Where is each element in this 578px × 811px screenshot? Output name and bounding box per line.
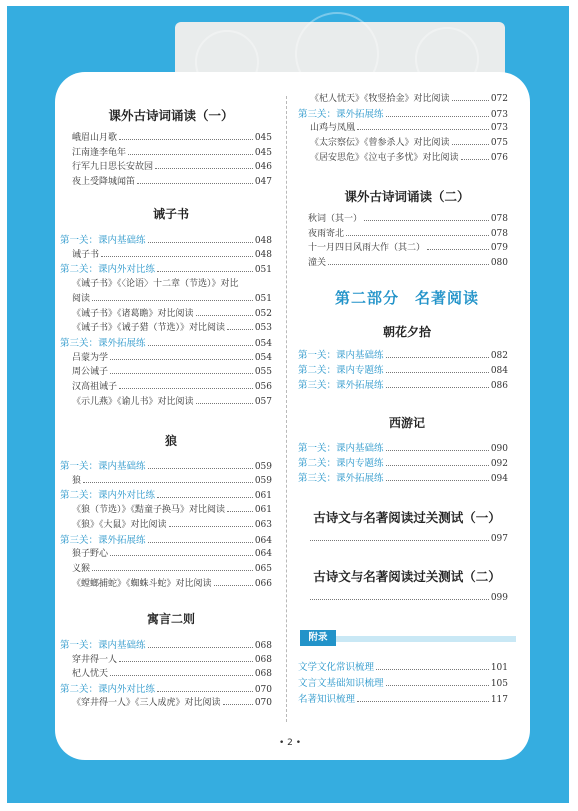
leader-dots <box>357 128 489 130</box>
toc-entry[interactable] <box>72 517 272 532</box>
toc-entry-label: 秋词（其一） <box>308 214 363 224</box>
toc-entry[interactable] <box>60 532 272 547</box>
toc-entry[interactable] <box>72 666 272 681</box>
toc-entry-page: 078 <box>490 228 508 239</box>
toc-entry[interactable] <box>72 291 272 306</box>
toc-entry-label: 第一关：课内基础练 <box>298 350 384 361</box>
toc-entry-page: 073 <box>490 123 508 134</box>
toc-entry[interactable] <box>298 691 508 706</box>
leader-dots <box>155 167 253 169</box>
leader-dots <box>119 660 253 662</box>
leader-dots <box>148 241 253 243</box>
toc-entry-page: 068 <box>254 669 272 680</box>
leader-dots <box>119 387 253 389</box>
leader-dots <box>83 481 253 483</box>
toc-entry[interactable] <box>310 135 508 150</box>
section-title: 寓言二则 <box>146 612 195 626</box>
toc-entry-page: 053 <box>254 323 272 334</box>
toc-entry-label: 第二关：课内专题练 <box>298 457 384 469</box>
toc-entry-label: 穿井得一人 <box>72 654 118 665</box>
toc-entry-label: 第二关：课内外对比练 <box>60 490 156 502</box>
leader-dots <box>386 479 489 481</box>
toc-entry-page: 063 <box>254 519 272 530</box>
toc-entry[interactable] <box>72 561 272 576</box>
toc-entry[interactable] <box>60 261 272 276</box>
toc-entry[interactable] <box>298 440 508 455</box>
toc-entry-page: 065 <box>254 563 272 574</box>
toc-entry-page: 054 <box>254 338 272 349</box>
toc-entry-page: 068 <box>254 641 272 651</box>
toc-entry[interactable] <box>308 534 508 549</box>
toc-entry-label: 第一关：课内基础练 <box>60 461 146 472</box>
toc-entry-label: 《狼（节选）》《黠童子换马》对比阅读 <box>72 505 226 516</box>
leader-dots <box>196 402 253 404</box>
leader-dots <box>196 314 253 316</box>
toc-entry-page: 094 <box>490 473 508 484</box>
toc-entry-page: 059 <box>254 475 272 486</box>
toc-entry-label: 《杞人忧天》《牧竖拾金》对比阅读 <box>310 94 450 104</box>
toc-entry-label: 《居安思危》《泣屯子多忧》对比阅读 <box>310 152 459 163</box>
toc-entry[interactable] <box>298 377 508 392</box>
leader-dots <box>310 598 489 600</box>
toc-entry[interactable] <box>60 487 272 502</box>
section-title: 西游记 <box>388 416 425 430</box>
toc-entry[interactable] <box>72 394 272 409</box>
leader-dots <box>364 219 489 221</box>
toc-entry-label: 阅读 <box>72 293 91 304</box>
toc-entry-label: 第二关：课内外对比练 <box>60 683 156 695</box>
toc-entry[interactable] <box>298 362 508 377</box>
toc-entry-page: 045 <box>254 147 272 158</box>
leader-dots <box>119 138 253 140</box>
leader-dots <box>214 584 253 586</box>
leader-dots <box>157 496 253 498</box>
column-divider <box>286 96 287 722</box>
toc-entry-label: 第三关：课外拓展练 <box>298 472 384 484</box>
toc-entry-page: 059 <box>254 462 272 472</box>
toc-entry-label: 狼子野心 <box>72 549 109 560</box>
leader-dots <box>92 569 253 571</box>
toc-entry[interactable] <box>60 458 272 473</box>
leader-dots <box>227 328 253 330</box>
leader-dots <box>157 270 253 272</box>
toc-entry[interactable] <box>72 652 272 667</box>
toc-entry-page: 068 <box>254 654 272 665</box>
toc-entry-page: 047 <box>254 177 272 188</box>
toc-entry-label: 第一关：课内基础练 <box>60 235 146 246</box>
toc-entry-page: 099 <box>490 593 508 603</box>
toc-entry[interactable] <box>72 379 272 394</box>
leader-dots <box>427 248 489 250</box>
toc-entry-label: 第三关：课外拓展练 <box>298 379 384 391</box>
toc-entry-page: 052 <box>254 308 272 319</box>
toc-entry-label: 第三关：课外拓展练 <box>60 534 146 546</box>
toc-entry[interactable] <box>298 347 508 362</box>
leader-dots <box>386 356 489 358</box>
leader-dots <box>386 464 489 466</box>
toc-entry-label: 文言文基础知识梳理 <box>298 678 384 689</box>
leader-dots <box>137 182 253 184</box>
toc-entry-page: 090 <box>490 444 508 454</box>
toc-entry[interactable] <box>72 473 272 488</box>
toc-entry-page: 092 <box>490 458 508 469</box>
leader-dots <box>157 690 253 692</box>
leader-dots <box>110 372 253 374</box>
toc-entry-page: 061 <box>254 505 272 516</box>
toc-entry-page: 066 <box>254 578 272 589</box>
toc-entry-label: 《太宗察伝》《曾参杀人》对比阅读 <box>310 138 450 149</box>
toc-entry-page: 076 <box>490 152 508 163</box>
toc-entry-page: 057 <box>254 396 272 407</box>
toc-entry[interactable] <box>72 130 272 145</box>
toc-entry-page: 070 <box>254 698 272 709</box>
leader-dots <box>148 467 253 469</box>
leader-dots <box>92 299 253 301</box>
leader-dots <box>357 700 489 702</box>
section-title: 狼 <box>164 434 177 448</box>
toc-entry-label: 狼 <box>72 475 82 486</box>
leader-dots <box>386 115 489 117</box>
toc-entry-page: 105 <box>490 679 508 689</box>
toc-entry[interactable] <box>72 546 272 561</box>
leader-dots <box>148 541 253 543</box>
leader-dots <box>223 703 253 705</box>
toc-entry[interactable] <box>298 455 508 470</box>
toc-entry-label: 义猴 <box>72 563 91 574</box>
toc-entry-page: 101 <box>490 663 508 673</box>
toc-entry-page: 078 <box>490 214 508 224</box>
toc-entry-label: 潼关 <box>308 258 327 269</box>
toc-entry[interactable] <box>298 106 508 121</box>
toc-entry-page: 064 <box>254 549 272 560</box>
toc-entry-page: 082 <box>490 351 508 361</box>
toc-entry[interactable] <box>298 470 508 485</box>
toc-entry-page: 117 <box>490 695 508 705</box>
leader-dots <box>376 668 489 670</box>
toc-entry[interactable] <box>72 364 272 379</box>
toc-entry[interactable] <box>72 695 272 710</box>
toc-entry-label: 《示儿燕》《谕儿书》对比阅读 <box>72 396 194 407</box>
toc-entry-page: 070 <box>254 684 272 695</box>
leader-dots <box>128 153 253 155</box>
leader-dots <box>227 510 253 512</box>
toc-entry-page: 055 <box>254 367 272 378</box>
toc-entry-page: 097 <box>490 534 508 544</box>
leader-dots <box>386 386 489 388</box>
toc-entry[interactable] <box>308 593 508 608</box>
toc-entry-label: 周公诫子 <box>72 367 109 378</box>
toc-entry-page: 051 <box>254 265 272 276</box>
toc-entry[interactable] <box>72 145 272 160</box>
toc-entry[interactable] <box>72 306 272 321</box>
page-number: • 2 • <box>278 738 302 748</box>
toc-entry[interactable] <box>72 159 272 174</box>
toc-entry[interactable] <box>72 350 272 365</box>
toc-entry[interactable] <box>72 502 272 517</box>
toc-entry-page: 072 <box>490 94 508 104</box>
toc-entry-label: 山鸡与凤凰 <box>310 123 356 134</box>
toc-entry-label: 行军九日思长安故园 <box>72 162 154 173</box>
appendix-bar <box>336 636 516 642</box>
toc-entry-page: 080 <box>490 258 508 269</box>
toc-entry[interactable] <box>308 255 508 270</box>
toc-entry-label: 第三关：课外拓展练 <box>60 337 146 349</box>
toc-entry-page: 051 <box>254 293 272 304</box>
leader-dots <box>386 371 489 373</box>
leader-dots <box>452 99 489 101</box>
toc-entry[interactable] <box>310 150 508 165</box>
leader-dots <box>386 684 489 686</box>
toc-entry-page: 086 <box>490 380 508 391</box>
toc-entry-page: 064 <box>254 535 272 546</box>
toc-entry-label: 十一月四日风雨大作（其二） <box>308 243 426 254</box>
leader-dots <box>169 525 253 527</box>
toc-entry-page: 084 <box>490 365 508 376</box>
leader-dots <box>148 646 253 648</box>
toc-entry[interactable] <box>72 247 272 262</box>
toc-entry-label: 杞人忧天 <box>72 669 109 680</box>
toc-entry-label: 第二关：课内外对比练 <box>60 264 156 276</box>
toc-entry-page: 045 <box>254 133 272 143</box>
section-title: 课外古诗词诵读（二） <box>344 189 470 204</box>
toc-entry[interactable] <box>310 120 508 135</box>
toc-entry-label: 第三关：课外拓展练 <box>298 108 384 120</box>
toc-entry[interactable] <box>72 174 272 189</box>
leader-dots <box>110 358 253 360</box>
toc-entry[interactable] <box>298 675 508 690</box>
section-title: 古诗文与名著阅读过关测试（二） <box>313 569 501 584</box>
appendix-label: 附录 <box>300 630 336 646</box>
toc-entry-label: 《狼》《大鼠》对比阅读 <box>72 519 167 530</box>
toc-entry-label: 峨眉山月歌 <box>72 133 118 143</box>
toc-entry-label: 第一关：课内基础练 <box>60 640 146 651</box>
leader-dots <box>346 234 489 236</box>
leader-dots <box>461 158 489 160</box>
toc-entry-label: 吕蒙为学 <box>72 352 109 363</box>
toc-entry-page: 079 <box>490 243 508 254</box>
toc-entry[interactable] <box>308 240 508 255</box>
toc-entry-label: 《诫子书》《〈论语〉十二章（节选）》对比 <box>72 279 239 290</box>
section-title: 古诗文与名著阅读过关测试（一） <box>313 510 501 525</box>
toc-entry[interactable] <box>310 91 508 106</box>
part-title: 第二部分 名著阅读 <box>334 289 479 307</box>
toc-entry-page: 048 <box>254 249 272 260</box>
toc-entry[interactable] <box>72 576 272 591</box>
section-title: 课外古诗词诵读（一） <box>108 108 234 123</box>
leader-dots <box>101 255 253 257</box>
toc-entry-label: 名著知识梳理 <box>298 694 356 705</box>
leader-dots <box>328 263 489 265</box>
toc-entry-page: 054 <box>254 352 272 363</box>
toc-entry-page: 073 <box>490 109 508 120</box>
toc-entry-label: 第一关：课内基础练 <box>298 443 384 454</box>
toc-entry-label: 第二关：课内专题练 <box>298 364 384 376</box>
leader-dots <box>310 539 489 541</box>
leader-dots <box>110 554 253 556</box>
section-title: 朝花夕拾 <box>382 325 431 339</box>
toc-entry[interactable] <box>308 211 508 226</box>
toc-entry[interactable] <box>60 637 272 652</box>
toc-entry-label: 夜雨寄北 <box>308 228 345 239</box>
toc-entry-page: 056 <box>254 382 272 392</box>
leader-dots <box>386 449 489 451</box>
toc-entry-label: 汉高祖诫子 <box>72 382 118 392</box>
toc-entry-label: 《穿井得一人》《三人成虎》对比阅读 <box>72 698 221 709</box>
toc-entry-label: 诫子书 <box>72 249 100 260</box>
toc-entry-label: 《螳螂捕蛇》《蜘蛛斗蛇》对比阅读 <box>72 578 212 589</box>
toc-entry[interactable] <box>298 659 508 674</box>
toc-entry[interactable] <box>60 681 272 696</box>
toc-entry-label: 《诫子书》《诫子猎（节选）》对比阅读 <box>72 323 226 334</box>
toc-entry-page: 075 <box>490 138 508 149</box>
toc-entry-label: 江南逢李龟年 <box>72 147 127 158</box>
section-title: 诫子书 <box>152 207 189 221</box>
toc-entry-label: 夜上受降城闻笛 <box>72 177 136 188</box>
toc-entry[interactable] <box>72 320 272 335</box>
leader-dots <box>110 674 253 676</box>
leader-dots <box>148 344 253 346</box>
toc-entry-page: 046 <box>254 162 272 173</box>
leader-dots <box>452 143 489 145</box>
toc-entry-label: 文学文化常识梳理 <box>298 662 375 673</box>
toc-entry[interactable] <box>60 232 272 247</box>
toc-entry[interactable] <box>60 335 272 350</box>
toc-entry[interactable] <box>72 276 272 291</box>
toc-entry-page: 048 <box>254 236 272 246</box>
toc-entry-page: 061 <box>254 491 272 502</box>
toc-entry[interactable] <box>308 226 508 241</box>
toc-entry-label: 《诫子书》《诸葛瞻》对比阅读 <box>72 308 194 319</box>
